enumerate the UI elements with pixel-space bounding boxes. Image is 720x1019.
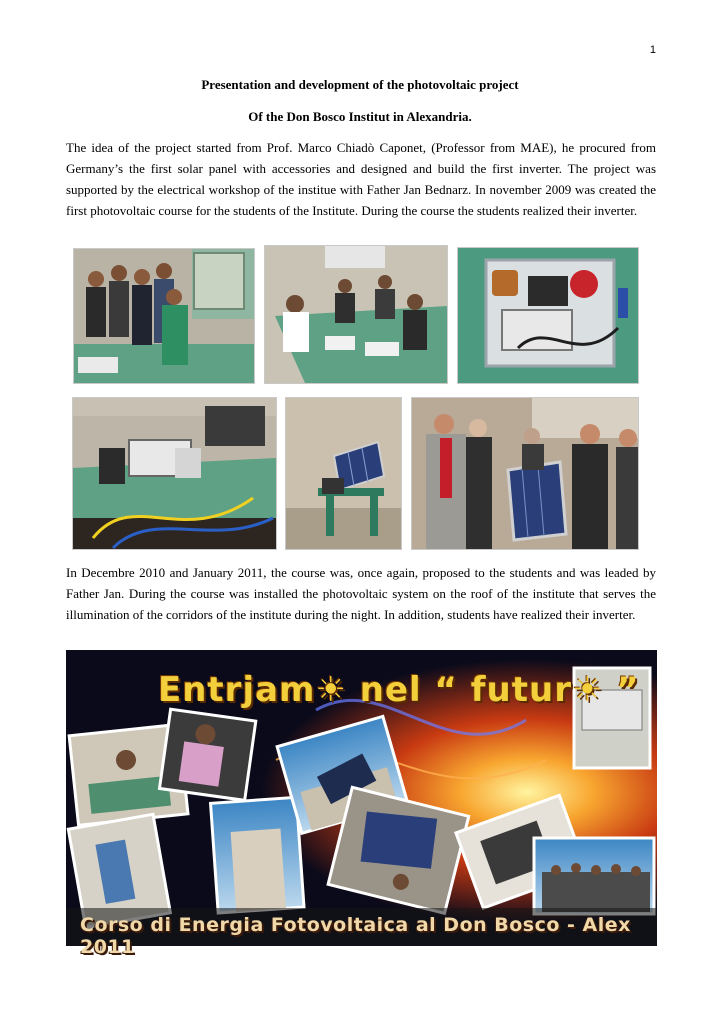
document-title: Presentation and development of the photovoltaic project: [201, 77, 519, 92]
photo-meters-bench: [72, 397, 277, 550]
document-subtitle: Of the Don Bosco Institut in Alexandria.: [248, 109, 472, 124]
intro-paragraph: The idea of the project started from Prof. Marco Chiadò Caponet, (Professor from MAE), he procured from Germany’s the first solar panel with accessories and designed and build the first inverter. The project was supported by the electrical workshop of the institue with Father Jan Bednarz. In november 2009 was created the first photovoltaic course for the students of the Institute. During the course the students realized their inverter.: [66, 140, 656, 218]
photo-panel-presentation: [411, 397, 639, 550]
second-paragraph: In Decembre 2010 and January 2011, the course was, once again, proposed to the students and was leaded by Father Jan. During the course was installed the photovoltaic system on the roof of the institute that serves the illumination of the corridors of the institute during the night. In addition, students have realized their inverter.: [66, 565, 656, 622]
page-number: 1: [649, 44, 656, 56]
photo-inverter-box: [457, 247, 639, 384]
poster-title: Entrjam☀ nel “ futur☀ ”: [158, 670, 640, 710]
photo-students-group: [73, 248, 255, 384]
poster-banner: Corso di Energia Fotovoltaica al Don Bosco - Alex 2011: [80, 914, 631, 958]
photo-classroom: [264, 245, 448, 384]
course-poster: [66, 650, 657, 958]
photo-small-solar-panel: [285, 397, 402, 550]
